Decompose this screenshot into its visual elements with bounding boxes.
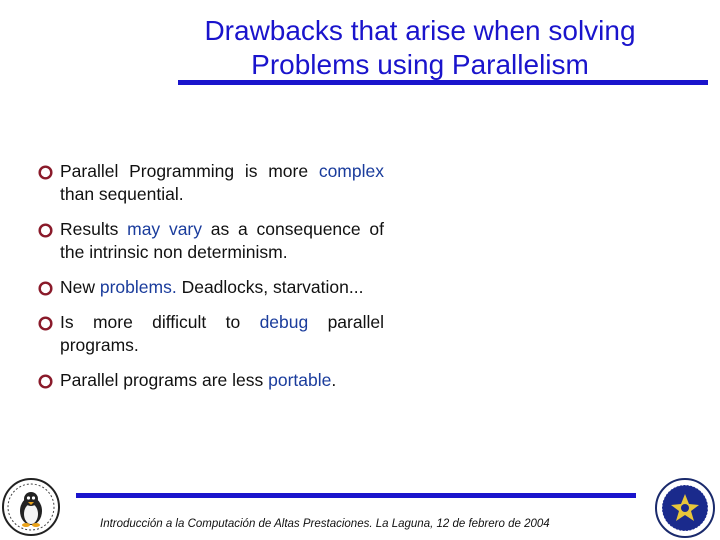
bullet-text: Is more difficult to [60,312,260,332]
footer-divider [76,493,636,498]
bullet-item [38,276,384,299]
bullet-text: Parallel programs are less [60,370,269,390]
title-divider [178,80,708,85]
bullet-text: Parallel Programming is more [60,161,319,181]
bullet-icon [38,316,53,331]
university-seal-icon [654,477,716,539]
slide-title-line-1: Drawbacks that arise when solving [204,15,636,46]
bullet-item [38,160,384,206]
linux-penguin-logo-icon [1,477,61,537]
bullet-highlight: may vary [127,219,203,239]
bullet-text: New [60,277,100,297]
bullet-text: parallel programs. [60,312,384,355]
bullet-item [38,218,384,264]
footer-caption: Introducción a la Computación de Altas Prestaciones. La Laguna, 12 de febrero de 2004 [100,518,550,530]
bullet-highlight: complex [318,161,384,181]
bullet-highlight: portable [268,370,332,390]
bullet-icon [38,374,53,389]
bullet-list [38,160,384,392]
bullet-item [38,311,384,357]
bullet-text: . [331,370,337,390]
bullet-icon [38,223,53,238]
bullet-text: Deadlocks, starvation... [176,277,364,297]
bullet-highlight: debug [259,312,309,332]
bullet-icon [38,281,53,296]
slide-title-line-2: Problems using Parallelism [251,49,589,80]
bullet-icon [38,165,53,180]
bullet-highlight: problems. [99,277,177,297]
bullet-text: as a consequence of the intrinsic non determinism. [60,219,384,262]
bullet-text: Results [60,219,128,239]
slide-title [150,14,690,82]
bullet-item [38,369,384,392]
bullet-text: than sequential. [60,184,184,204]
